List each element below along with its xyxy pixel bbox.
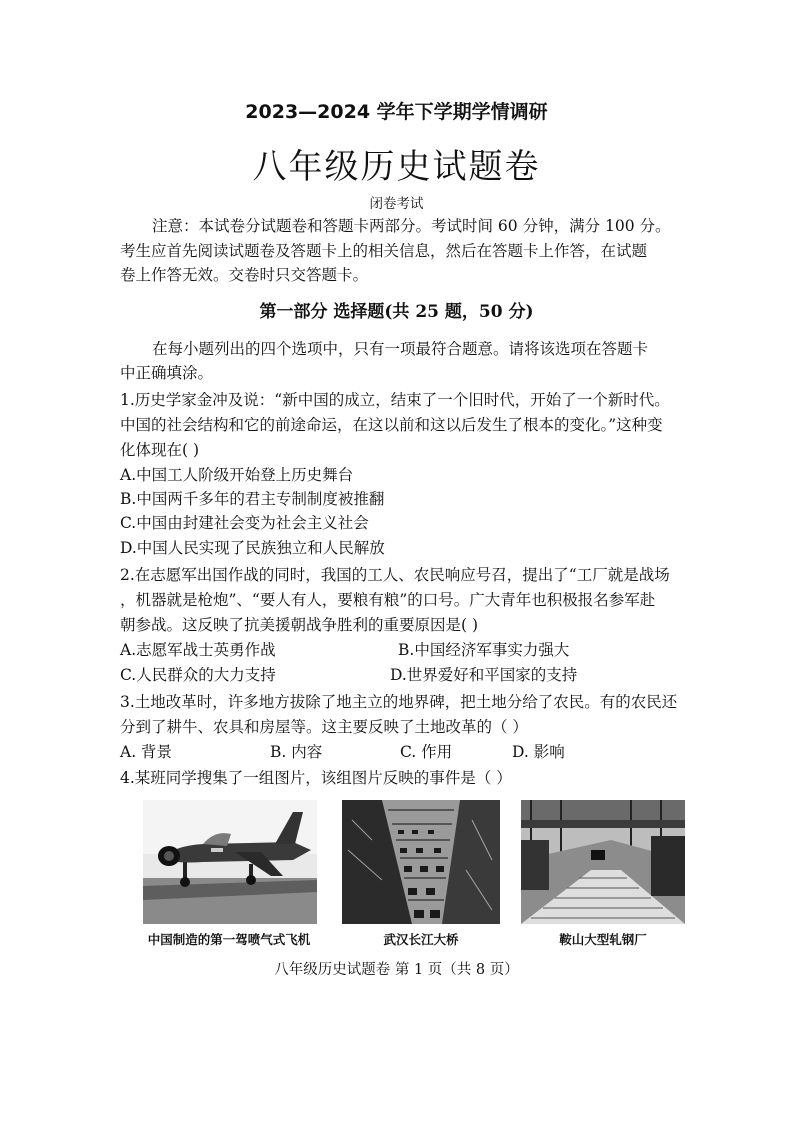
question-stem: 4.某班同学搜集了一组图片，该组图片反映的事件是（ ）	[120, 769, 512, 787]
question-stem: 1.历史学家金冲及说：“新中国的成立，结束了一个旧时代，开始了一个新时代。	[120, 391, 670, 409]
section-title: 第一部分 选择题(共 25 题，50 分)	[259, 302, 534, 322]
answer-option: A.中国工人阶级开始登上历史舞台	[120, 466, 354, 484]
question-stem: ，机器就是枪炮”、“要人有人，要粮有粮”的口号。广大青年也积极报名参军赴	[120, 591, 656, 609]
section-instruction: 在每小题列出的四个选项中，只有一项最符合题意。请将该选项在答题卡	[152, 340, 649, 358]
steel-mill-photo	[521, 800, 685, 924]
jet-aircraft-photo	[143, 800, 317, 924]
page-footer: 八年级历史试题卷 第 1 页（共 8 页）	[274, 962, 519, 978]
answer-option: A. 背景	[120, 743, 173, 761]
notice-line: 注意：本试卷分试题卷和答题卡两部分。考试时间 60 分钟，满分 100 分。	[152, 217, 671, 235]
answer-option: B.中国经济军事实力强大	[398, 641, 570, 659]
question-stem: 3.土地改革时，许多地方拔除了地主立的地界碑，把土地分给了农民。有的农民还	[120, 693, 678, 711]
question-stem: 中国的社会结构和它的前途命运，在这以前和这以后发生了根本的变化。”这种变	[120, 416, 663, 434]
question-stem: 分到了耕牛、农具和房屋等。这主要反映了土地改革的（ ）	[120, 718, 528, 736]
answer-option: B.中国两千多年的君主专制制度被推翻	[120, 490, 385, 508]
question-stem: 化体现在( )	[120, 441, 200, 459]
photo-caption: 鞍山大型轧钢厂	[559, 932, 647, 947]
answer-option: C. 作用	[400, 743, 453, 761]
exam-title: 八年级历史试题卷	[252, 147, 541, 187]
exam-mode: 闭卷考试	[369, 196, 424, 212]
answer-option: A.志愿军战士英勇作战	[120, 641, 276, 659]
exam-term-heading: 2023—2024 学年下学期学情调研	[245, 101, 548, 123]
answer-option: D.世界爱好和平国家的支持	[390, 666, 578, 684]
answer-option: D.中国人民实现了民族独立和人民解放	[120, 539, 385, 557]
photo-caption: 中国制造的第一驾喷气式飞机	[147, 932, 311, 947]
photo-caption: 武汉长江大桥	[383, 932, 459, 947]
question-stem: 朝参战。这反映了抗美援朝战争胜利的重要原因是( )	[120, 616, 479, 634]
notice-line: 考生应首先阅读试题卷及答题卡上的相关信息，然后在答题卡上作答，在试题	[120, 242, 648, 260]
section-instruction: 中正确填涂。	[120, 364, 214, 382]
answer-option: C.人民群众的大力支持	[120, 666, 276, 684]
notice-line: 卷上作答无效。交卷时只交答题卡。	[120, 266, 369, 284]
answer-option: D. 影响	[512, 743, 565, 761]
answer-option: B. 内容	[270, 743, 323, 761]
answer-option: C.中国由封建社会变为社会主义社会	[120, 514, 369, 532]
bridge-photo	[342, 800, 500, 924]
question-stem: 2.在志愿军出国作战的同时，我国的工人、农民响应号召，提出了“工厂就是战场	[120, 566, 670, 584]
